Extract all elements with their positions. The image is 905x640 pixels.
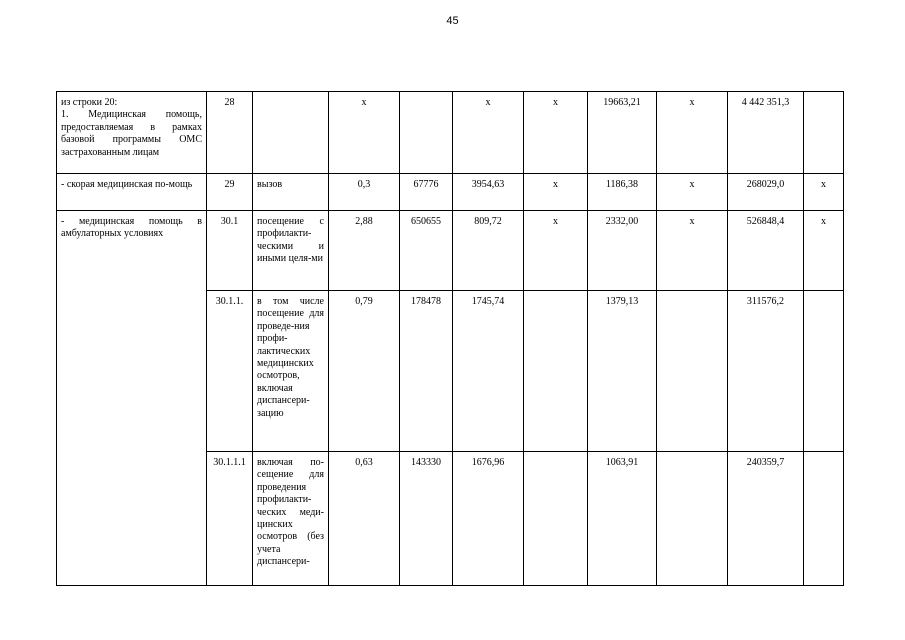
value-cell: 1063,91 (588, 452, 657, 586)
row-name-cell: - скорая медицинская по-мощь (57, 174, 207, 211)
value-cell: 809,72 (453, 211, 524, 291)
value-cell: 2,88 (329, 211, 400, 291)
program-table (56, 91, 844, 586)
value-cell: 4 442 351,3 (728, 92, 804, 174)
value-cell: 0,79 (329, 291, 400, 452)
value-cell: 240359,7 (728, 452, 804, 586)
value-cell: 1745,74 (453, 291, 524, 452)
value-cell: 650655 (400, 211, 453, 291)
value-cell: 1186,38 (588, 174, 657, 211)
value-cell: 178478 (400, 291, 453, 452)
value-cell: х (657, 92, 728, 174)
value-cell: 526848,4 (728, 211, 804, 291)
unit-cell: вызов (253, 174, 329, 211)
row-number-cell: 30.1.1. (207, 291, 253, 452)
value-cell: 143330 (400, 452, 453, 586)
unit-cell: в том числе посещение для проведе-ния профи-лактических медицинских осмотров, включая диспансери-зацию (253, 291, 329, 452)
value-cell (657, 291, 728, 452)
unit-cell (253, 92, 329, 174)
value-cell: 268029,0 (728, 174, 804, 211)
value-cell: х (524, 174, 588, 211)
unit-cell: посещение с профилакти-ческими и иными целя-ми (253, 211, 329, 291)
value-cell: х (453, 92, 524, 174)
unit-cell: включая по-сещение для проведения профилакти-ческих меди-цинских осмотров (без учета диспансери- (253, 452, 329, 586)
value-cell: 1676,96 (453, 452, 524, 586)
value-cell: х (524, 211, 588, 291)
value-cell (524, 452, 588, 586)
value-cell (400, 92, 453, 174)
value-cell: 67776 (400, 174, 453, 211)
value-cell: 1379,13 (588, 291, 657, 452)
row-name-cell: из строки 20: 1. Медицинская помощь, предоставляемая в рамках базовой программы ОМС застрахованным лицам (57, 92, 207, 174)
row-name-cell: - медицинская помощь в амбулаторных условиях (57, 211, 207, 586)
value-cell (804, 92, 844, 174)
value-cell: х (657, 174, 728, 211)
table-row (57, 211, 844, 291)
row-number-cell: 30.1.1.1 (207, 452, 253, 586)
value-cell: х (329, 92, 400, 174)
value-cell: 3954,63 (453, 174, 524, 211)
table-row (57, 92, 844, 174)
value-cell: х (524, 92, 588, 174)
value-cell: х (804, 174, 844, 211)
value-cell: 0,3 (329, 174, 400, 211)
value-cell: х (657, 211, 728, 291)
value-cell: 2332,00 (588, 211, 657, 291)
value-cell: 0,63 (329, 452, 400, 586)
value-cell (804, 452, 844, 586)
row-number-cell: 30.1 (207, 211, 253, 291)
table-row (57, 174, 844, 211)
value-cell: 311576,2 (728, 291, 804, 452)
value-cell (804, 291, 844, 452)
value-cell (524, 291, 588, 452)
page-number: 45 (446, 15, 459, 27)
value-cell: х (804, 211, 844, 291)
row-number-cell: 29 (207, 174, 253, 211)
value-cell: 19663,21 (588, 92, 657, 174)
row-number-cell: 28 (207, 92, 253, 174)
value-cell (657, 452, 728, 586)
